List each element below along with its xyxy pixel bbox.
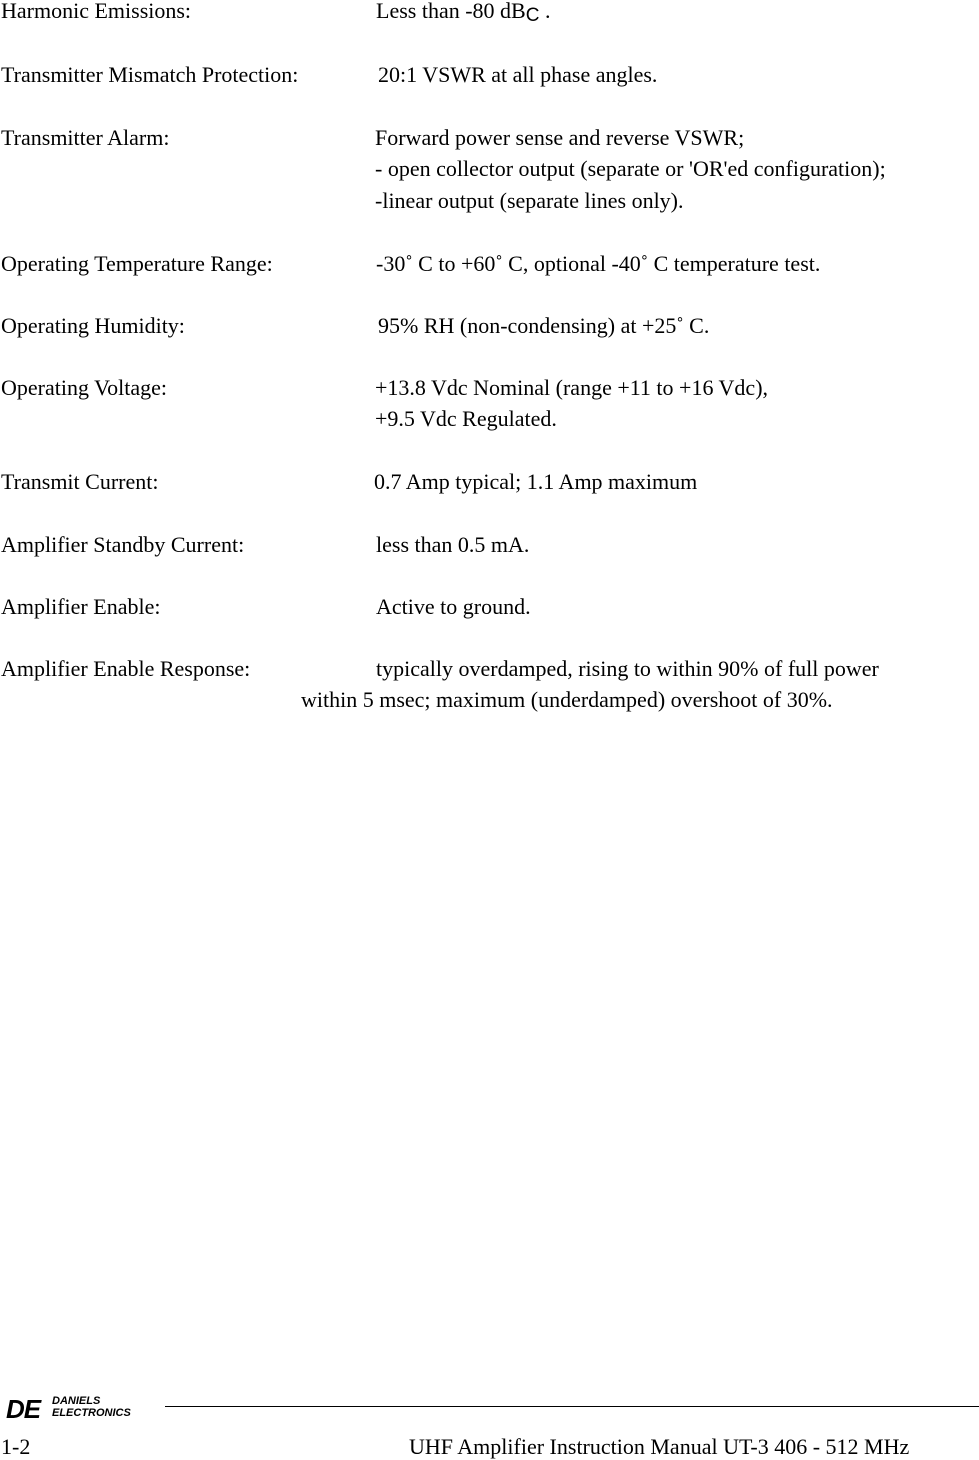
spec-value-harmonic-suffix: . (539, 0, 551, 23)
spec-value-humidity: 95% RH (non-condensing) at +25˚ C. (378, 313, 710, 338)
spec-label-transmitter-alarm: Transmitter Alarm: (1, 125, 170, 150)
spec-value-temperature-range: -30˚ C to +60˚ C, optional -40˚ C temperature test. (376, 251, 821, 276)
spec-label-enable-response: Amplifier Enable Response: (1, 656, 251, 681)
daniels-electronics-logo (6, 1396, 146, 1422)
spec-value-transmitter-alarm-line3: -linear output (separate lines only). (375, 188, 684, 213)
spec-value-transmitter-alarm-line2: - open collector output (separate or 'OR'ed configuration); (375, 156, 886, 181)
spec-value-harmonic-prefix: Less than -80 dB (376, 0, 526, 23)
spec-label-amplifier-enable: Amplifier Enable: (1, 594, 161, 619)
spec-value-transmit-current: 0.7 Amp typical; 1.1 Amp maximum (374, 469, 698, 494)
spec-value-amplifier-enable: Active to ground. (376, 594, 531, 619)
spec-value-harmonic-emissions (376, 0, 550, 24)
page-number: 1-2 (1, 1434, 31, 1459)
logo-text-daniels: DANIELS (52, 1395, 101, 1407)
spec-value-mismatch-protection: 20:1 VSWR at all phase angles. (378, 62, 658, 87)
spec-label-mismatch-protection: Transmitter Mismatch Protection: (1, 62, 299, 87)
spec-label-humidity: Operating Humidity: (1, 313, 185, 338)
spec-value-standby-current: less than 0.5 mA. (376, 532, 530, 557)
spec-value-operating-voltage-line2: +9.5 Vdc Regulated. (375, 406, 557, 431)
spec-label-standby-current: Amplifier Standby Current: (1, 532, 245, 557)
spec-value-enable-response-line2: within 5 msec; maximum (underdamped) overshoot of 30%. (301, 687, 833, 712)
logo-mark: DE (6, 1394, 41, 1424)
manual-title: UHF Amplifier Instruction Manual UT-3 406 - 512 MHz (409, 1434, 910, 1459)
logo-text-electronics: ELECTRONICS (52, 1407, 131, 1419)
footer-divider (165, 1406, 979, 1407)
spec-value-enable-response-line1: typically overdamped, rising to within 90% of full power (376, 656, 879, 681)
spec-value-operating-voltage-line1: +13.8 Vdc Nominal (range +11 to +16 Vdc), (375, 375, 769, 400)
spec-value-transmitter-alarm-line1: Forward power sense and reverse VSWR; (375, 125, 745, 150)
spec-label-transmit-current: Transmit Current: (1, 469, 159, 494)
spec-label-temperature-range: Operating Temperature Range: (1, 251, 273, 276)
spec-label-operating-voltage: Operating Voltage: (1, 375, 167, 400)
spec-value-harmonic-subscript: C (525, 5, 540, 26)
spec-label-harmonic-emissions: Harmonic Emissions: (1, 0, 192, 23)
